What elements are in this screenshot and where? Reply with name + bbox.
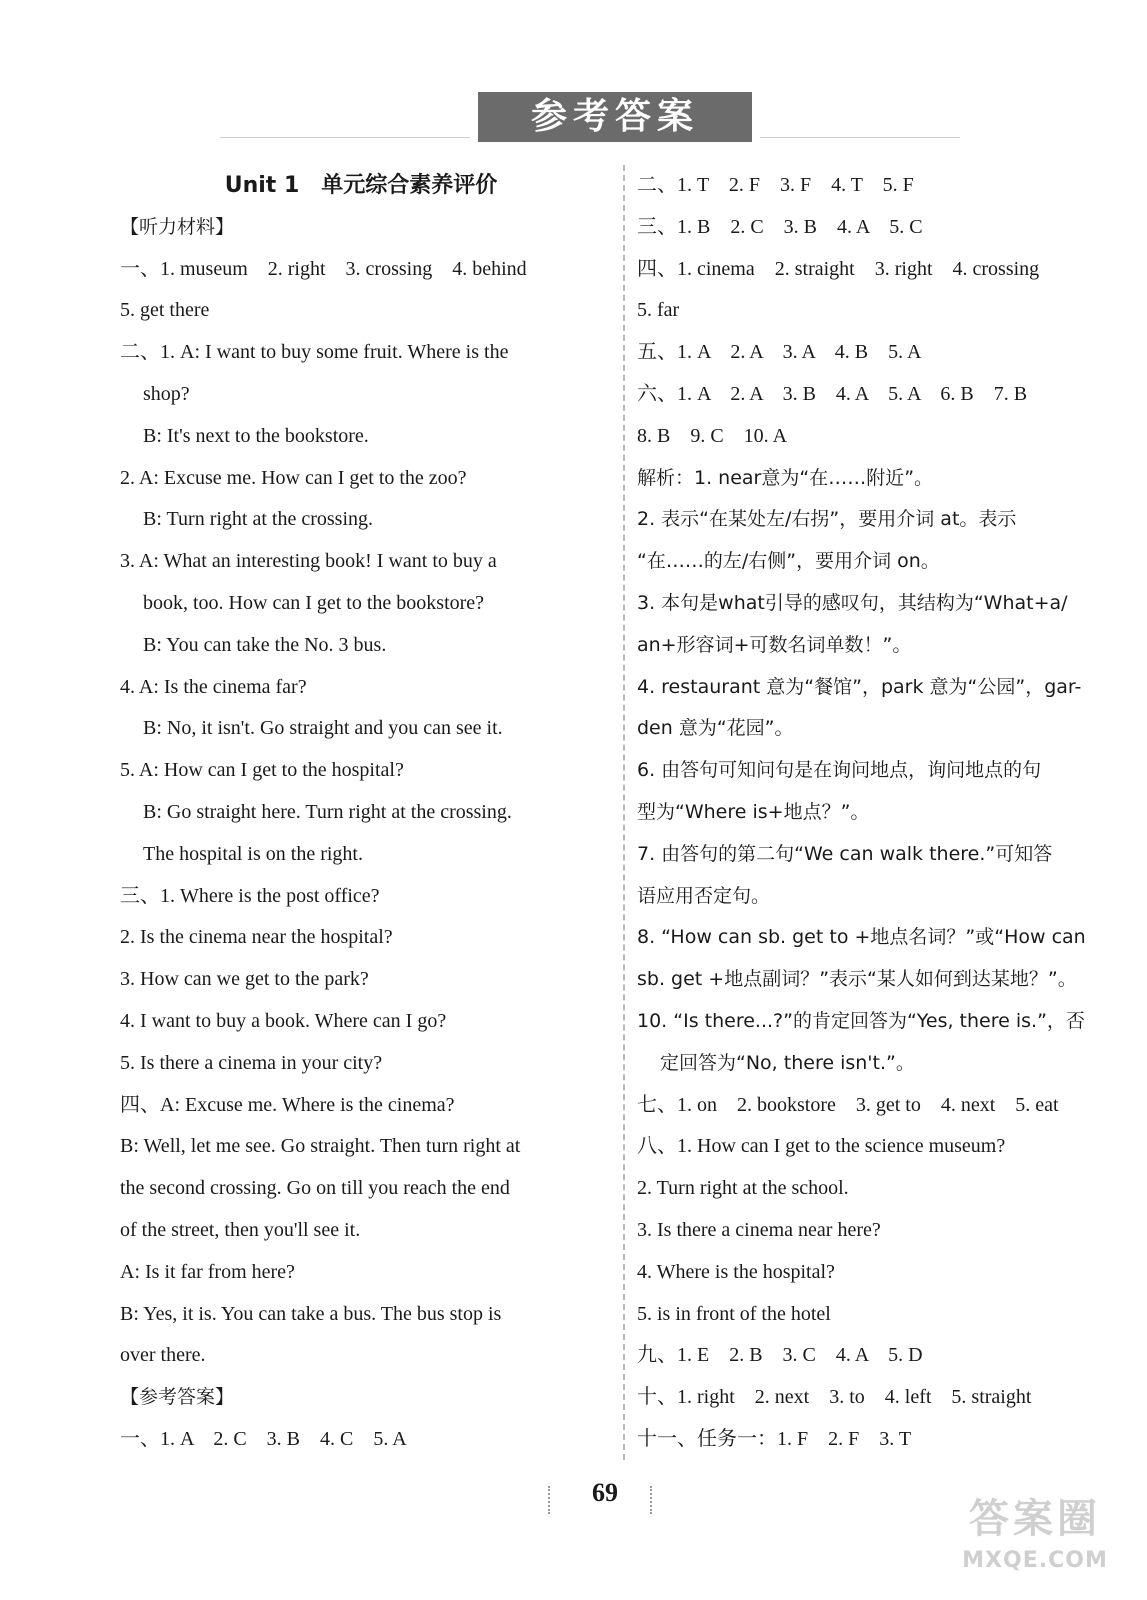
answer-line: 七、1. on 2. bookstore 3. get to 4. next 5. eat (637, 1093, 1059, 1116)
answer-line: A: Is it far from here? (120, 1260, 295, 1283)
answer-line: 十一、任务一：1. F 2. F 3. T (637, 1427, 912, 1450)
answer-line: 四、A: Excuse me. Where is the cinema? (120, 1093, 455, 1116)
answer-line: 型为“Where is+地点？”。 (637, 800, 870, 823)
answer-line: 5. Is there a cinema in your city? (120, 1051, 383, 1074)
answer-line: 三、1. Where is the post office? (120, 884, 380, 907)
page-number: 69 (592, 1478, 618, 1507)
answer-line: 5. is in front of the hotel (637, 1302, 831, 1325)
answer-line: of the street, then you'll see it. (120, 1218, 361, 1241)
answer-line: sb. get +地点副词？”表示“某人如何到达某地？”。 (637, 968, 1077, 991)
answer-line: 二、1. A: I want to buy some fruit. Where is the (120, 341, 509, 364)
answer-line: 四、1. cinema 2. straight 3. right 4. crossing (637, 257, 1040, 280)
answer-line: “在……的左/右侧”，要用介词 on。 (637, 550, 940, 573)
page-number-ornament-left (548, 1486, 556, 1514)
answer-line: B: Yes, it is. You can take a bus. The bus stop is (120, 1302, 502, 1325)
answer-line: 二、1. T 2. F 3. F 4. T 5. F (637, 174, 914, 196)
answer-line: 【参考答案】 (120, 1386, 235, 1409)
answer-line: B: It's next to the bookstore. (143, 424, 369, 447)
answer-line: 3. How can we get to the park? (120, 968, 369, 991)
answer-line: 解析：1. near意为“在……附近”。 (637, 466, 934, 489)
answer-line: 3. Is there a cinema near here? (637, 1218, 881, 1241)
answer-line: 6. 由答句可知问句是在询问地点，询问地点的句 (637, 759, 1042, 782)
answer-line: The hospital is on the right. (143, 842, 363, 865)
answer-line: 2. Is the cinema near the hospital? (120, 926, 393, 949)
answer-line: 8. B 9. C 10. A (637, 424, 788, 447)
answer-line: 3. A: What an interesting book! I want to buy a (120, 550, 497, 573)
answer-line: 4. restaurant 意为“餐馆”，park 意为“公园”，gar- (637, 675, 1082, 698)
answer-line: 语应用否定句。 (637, 884, 771, 907)
answer-line: 10. “Is there...?”的肯定回答为“Yes, there is.”，否 (637, 1009, 1085, 1032)
answer-line: 五、1. A 2. A 3. A 4. B 5. A (637, 341, 922, 364)
answer-line: 5. A: How can I get to the hospital? (120, 759, 404, 782)
answer-line: 九、1. E 2. B 3. C 4. A 5. D (637, 1344, 923, 1367)
answer-line: 2. A: Excuse me. How can I get to the zoo? (120, 466, 467, 489)
answer-line: shop? (143, 382, 190, 405)
answer-line: den 意为“花园”。 (637, 717, 794, 740)
watermark-text: 答案圈 (969, 1496, 1101, 1542)
section-heading: Unit 1 单元综合素养评价 (224, 173, 498, 198)
answer-line: 一、1. A 2. C 3. B 4. C 5. A (120, 1427, 407, 1450)
answer-line: 八、1. How can I get to the science museum? (637, 1135, 1006, 1158)
left-column (120, 165, 602, 1461)
answer-line: 三、1. B 2. C 3. B 4. A 5. C (637, 215, 923, 238)
answer-line: the second crossing. Go on till you reach the end (120, 1177, 510, 1200)
column-divider (623, 165, 625, 1460)
answer-line: 4. Where is the hospital? (637, 1260, 835, 1283)
answer-line: B: Turn right at the crossing. (143, 508, 374, 531)
answer-line: over there. (120, 1344, 206, 1367)
answer-line: an+形容词+可数名词单数！”。 (637, 633, 912, 656)
watermark-logo (945, 1490, 1125, 1585)
page-number-ornament-right (650, 1486, 658, 1514)
right-column (637, 165, 1119, 1461)
answer-line: 十、1. right 2. next 3. to 4. left 5. straight (637, 1386, 1032, 1409)
answer-line: B: Go straight here. Turn right at the crossing. (143, 800, 512, 823)
answer-line: 8. “How can sb. get to +地点名词？”或“How can (637, 926, 1086, 949)
watermark-url: MXQE.COM (962, 1548, 1108, 1573)
answer-line: book, too. How can I get to the bookstore? (143, 591, 485, 614)
title-rule-right (760, 137, 960, 138)
page-title: 参考答案 (478, 92, 752, 142)
title-rule-left (220, 137, 470, 138)
answer-line: 2. Turn right at the school. (637, 1177, 849, 1200)
answer-line: 【听力材料】 (120, 215, 235, 238)
answer-line: B: Well, let me see. Go straight. Then turn right at (120, 1135, 521, 1158)
answer-line: B: No, it isn't. Go straight and you can see it. (143, 717, 503, 740)
answer-line: 5. far (637, 299, 680, 322)
answer-line: 一、1. museum 2. right 3. crossing 4. behind (120, 257, 527, 280)
answer-line: 3. 本句是what引导的感叹句，其结构为“What+a/ (637, 591, 1068, 614)
answer-line: 4. A: Is the cinema far? (120, 675, 307, 698)
answer-line: 5. get there (120, 299, 210, 322)
answer-line: 定回答为“No, there isn't.”。 (660, 1051, 915, 1074)
answer-line: 2. 表示“在某处左/右拐”，要用介词 at。表示 (637, 508, 1017, 531)
answer-line: B: You can take the No. 3 bus. (143, 633, 387, 656)
answer-line: 4. I want to buy a book. Where can I go? (120, 1009, 447, 1032)
answer-line: 六、1. A 2. A 3. B 4. A 5. A 6. B 7. B (637, 382, 1028, 405)
answer-line: 7. 由答句的第二句“We can walk there.”可知答 (637, 842, 1053, 865)
